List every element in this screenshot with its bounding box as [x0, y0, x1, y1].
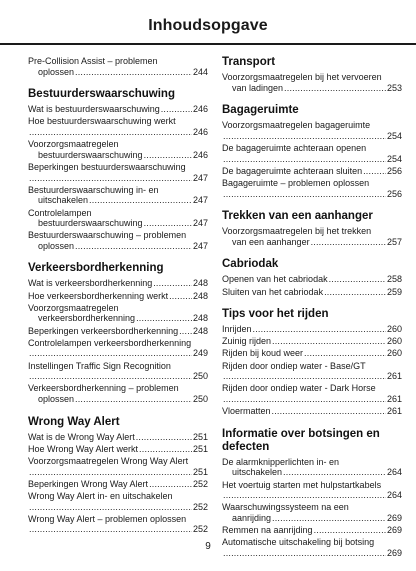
toc-entry-title: Controlelampen	[28, 207, 92, 218]
toc-page-number: 261	[386, 406, 402, 417]
toc-entry-text: Sluiten van het cabriodak	[222, 286, 324, 297]
toc-page-number: 261	[386, 371, 402, 382]
toc-page-number: 269	[386, 512, 402, 523]
toc-dot-leader	[161, 104, 192, 115]
toc-dot-leader	[29, 371, 192, 382]
toc-page-number: 256	[386, 188, 402, 199]
toc-entry-text: Vloermatten	[222, 406, 271, 417]
toc-entry-title: Pre-Collision Assist – problemen	[28, 56, 158, 66]
toc-entry-text: van ladingen	[232, 82, 284, 93]
toc-page-number: 252	[192, 478, 208, 489]
toc-page-number: 248	[192, 278, 208, 289]
toc-dot-leader	[311, 237, 386, 248]
toc-entry-text: Inrijden	[222, 324, 252, 335]
section-heading: Informatie over botsingen en defecten	[222, 427, 380, 453]
toc-page-number: 247	[192, 240, 208, 251]
toc-page-number: 264	[386, 490, 402, 501]
toc-dot-leader	[324, 287, 386, 298]
toc-entry[interactable]	[28, 185, 208, 206]
page-title: Inhoudsopgave	[148, 17, 268, 34]
toc-page-number: 252	[192, 501, 208, 512]
toc-right-column	[222, 56, 402, 560]
toc-entry[interactable]	[222, 72, 402, 93]
toc-entry[interactable]	[28, 491, 208, 512]
toc-entry[interactable]	[222, 348, 402, 359]
toc-entry[interactable]	[28, 291, 208, 302]
toc-page-number: 269	[386, 547, 402, 558]
toc-entry-text: uitschakelen	[232, 467, 283, 478]
toc-entry-text: Openen van het cabriodak	[222, 274, 328, 285]
toc-dot-leader	[149, 479, 192, 490]
toc-entry-text: oplossen	[38, 66, 75, 77]
toc-page-number: 250	[192, 371, 208, 382]
toc-entry-title: Beperkingen bestuurderswaarschuwing	[28, 161, 186, 172]
toc-page-number: 254	[386, 153, 402, 164]
toc-page-number: 246	[192, 104, 208, 115]
toc-entry-title: Bestuurderswaarschuwing in- en	[28, 184, 159, 195]
toc-page-number: 251	[192, 443, 208, 454]
toc-entry-title: Voorzorgsmaatregelen bij het vervoeren	[222, 72, 382, 82]
toc-entry-title: Wrong Way Alert – problemen oplossen	[28, 513, 187, 524]
toc-page-number: 247	[192, 195, 208, 206]
toc-page-number: 257	[386, 236, 402, 247]
toc-page-number: 244	[192, 66, 208, 77]
toc-entry[interactable]	[222, 480, 402, 501]
toc-entry-title: Het voertuig starten met hulpstartkabels	[222, 479, 382, 490]
toc-entry[interactable]	[28, 139, 208, 160]
header-bar	[0, 0, 416, 48]
toc-entry[interactable]	[28, 326, 208, 337]
toc-entry[interactable]	[28, 104, 208, 115]
toc-page-number: 269	[386, 525, 402, 536]
toc-entry-text: Beperkingen Wrong Way Alert	[28, 478, 149, 489]
toc-dot-leader	[284, 83, 386, 94]
toc-entry-title: Bestuurderswaarschuwing – problemen	[28, 230, 187, 241]
toc-entry-text: Wat is de Wrong Way Alert	[28, 431, 135, 442]
toc-dot-leader	[169, 291, 192, 302]
toc-entry-text: aanrijding	[232, 512, 272, 523]
toc-entry-text: Hoe Wrong Way Alert werkt	[28, 443, 139, 454]
toc-entry[interactable]	[222, 120, 402, 141]
toc-entry-title: Voorzorgsmaatregelen bagageruimte	[222, 120, 371, 131]
toc-entry-text: van een aanhanger	[232, 236, 310, 247]
toc-dot-leader	[75, 67, 192, 78]
toc-dot-leader	[75, 394, 192, 405]
toc-entry[interactable]	[28, 432, 208, 443]
toc-dot-leader	[223, 154, 386, 165]
toc-page-number: 261	[386, 394, 402, 405]
toc-entry-title: Voorzorgsmaatregelen	[28, 302, 119, 313]
toc-page-number: 248	[192, 313, 208, 324]
toc-dot-leader	[29, 173, 192, 184]
toc-dot-leader	[29, 348, 192, 359]
section-heading: Verkeersbordherkenning	[28, 262, 164, 275]
toc-page-number: 247	[192, 218, 208, 229]
toc-dot-leader	[314, 525, 386, 536]
toc-dot-leader	[29, 502, 192, 513]
toc-entry-title: Hoe bestuurderswaarschuwing werkt	[28, 116, 176, 127]
toc-entry[interactable]	[28, 56, 208, 77]
toc-dot-leader	[144, 218, 192, 229]
toc-entry[interactable]	[28, 278, 208, 289]
toc-entry-title: Voorzorgsmaatregelen bij het trekken	[222, 226, 372, 237]
toc-dot-leader	[253, 324, 386, 335]
toc-entry[interactable]	[222, 502, 402, 523]
toc-page-number: 251	[192, 466, 208, 477]
toc-entry-text: bestuurderswaarschuwing	[38, 149, 143, 160]
toc-page-number: 254	[386, 130, 402, 141]
toc-entry[interactable]	[222, 457, 402, 478]
toc-dot-leader	[29, 127, 192, 138]
toc-entry[interactable]	[222, 336, 402, 347]
section-heading: Bestuurderswaarschuwing	[28, 88, 175, 101]
toc-page-number: 250	[192, 393, 208, 404]
toc-entry-text: Wat is bestuurderswaarschuwing	[28, 104, 160, 115]
section-heading: Wrong Way Alert	[28, 415, 120, 428]
toc-entry-title: Instellingen Traffic Sign Recognition	[28, 360, 171, 371]
toc-dot-leader	[89, 195, 192, 206]
toc-entry[interactable]	[28, 479, 208, 490]
toc-entry[interactable]	[28, 230, 208, 251]
toc-page-number: 248	[192, 325, 208, 336]
toc-dot-leader	[272, 336, 386, 347]
toc-page-number: 246	[192, 126, 208, 137]
toc-page-number: 259	[386, 286, 402, 297]
page-number: 9	[205, 541, 211, 552]
toc-entry[interactable]	[28, 514, 208, 535]
toc-dot-leader	[363, 166, 386, 177]
toc-entry[interactable]	[28, 162, 208, 183]
toc-dot-leader	[136, 313, 192, 324]
header-divider	[0, 43, 416, 45]
toc-entry[interactable]	[222, 287, 402, 298]
toc-left-column	[28, 56, 208, 536]
toc-entry[interactable]	[222, 324, 402, 335]
toc-entry[interactable]	[28, 208, 208, 229]
toc-dot-leader	[272, 513, 386, 524]
toc-entry-text: Beperkingen verkeersbordherkenning	[28, 325, 179, 336]
toc-entry-text: Remmen na aanrijding	[222, 525, 313, 536]
toc-entry[interactable]	[28, 303, 208, 324]
toc-page-number: 260	[386, 348, 402, 359]
toc-entry-title: Voorzorgsmaatregelen	[28, 139, 119, 150]
section-heading: Transport	[222, 56, 276, 68]
toc-page-number: 247	[192, 172, 208, 183]
toc-page-number: 258	[386, 274, 402, 285]
toc-page-number: 251	[192, 431, 208, 442]
section-heading: Cabriodak	[222, 258, 279, 271]
toc-page-number: 246	[192, 149, 208, 160]
toc-entry[interactable]	[222, 274, 402, 285]
toc-dot-leader	[139, 444, 192, 455]
toc-dot-leader	[153, 278, 192, 289]
toc-dot-leader	[223, 490, 386, 501]
toc-entry[interactable]	[222, 166, 402, 177]
toc-entry-text: Wat is verkeersbordherkenning	[28, 278, 153, 289]
toc-page-number: 252	[192, 524, 208, 535]
toc-entry-title: De bagageruimte achteraan openen	[222, 142, 367, 153]
toc-entry-title: Automatische uitschakeling bij botsing	[222, 537, 375, 548]
toc-entry[interactable]	[222, 525, 402, 536]
toc-entry[interactable]	[28, 444, 208, 455]
toc-entry-text: Hoe verkeersbordherkenning werkt	[28, 290, 169, 301]
toc-page-number: 248	[192, 290, 208, 301]
toc-dot-leader	[272, 406, 386, 417]
toc-entry[interactable]	[28, 456, 208, 477]
section-heading: Bagageruimte	[222, 104, 299, 117]
toc-dot-leader	[223, 394, 386, 405]
toc-entry-text: oplossen	[38, 240, 75, 251]
toc-entry-title: Bagageruimte – problemen oplossen	[222, 177, 370, 188]
toc-dot-leader	[75, 241, 192, 252]
toc-entry[interactable]	[222, 143, 402, 164]
toc-entry-text: verkeersbordherkenning	[38, 313, 136, 324]
section-heading: Tips voor het rijden	[222, 308, 329, 321]
toc-entry-title: Voorzorgsmaatregelen Wrong Way Alert	[28, 455, 189, 466]
toc-page-number: 260	[386, 336, 402, 347]
toc-entry[interactable]	[222, 226, 402, 247]
toc-entry-title: Rijden door ondiep water - Dark Horse	[222, 383, 376, 394]
toc-dot-leader	[179, 326, 192, 337]
toc-entry-text: De bagageruimte achteraan sluiten	[222, 165, 363, 176]
toc-entry-title: Wrong Way Alert in- en uitschakelen	[28, 490, 173, 501]
toc-entry[interactable]	[222, 406, 402, 417]
toc-dot-leader	[283, 467, 386, 478]
toc-entry[interactable]	[222, 178, 402, 199]
toc-entry-text: uitschakelen	[38, 195, 89, 206]
toc-page-number: 249	[192, 348, 208, 359]
toc-page-number: 253	[386, 82, 402, 93]
toc-page-number: 256	[386, 165, 402, 176]
toc-entry-text: oplossen	[38, 393, 75, 404]
toc-dot-leader	[223, 131, 386, 142]
toc-entry-title: Verkeersbordherkenning – problemen	[28, 383, 179, 394]
section-heading: Trekken van een aanhanger	[222, 210, 373, 223]
toc-entry-text: Zuinig rijden	[222, 336, 272, 347]
toc-dot-leader	[29, 524, 192, 535]
toc-entry-text: Rijden bij koud weer	[222, 348, 304, 359]
toc-entry[interactable]	[222, 383, 402, 404]
toc-entry[interactable]	[28, 338, 208, 359]
toc-page-number: 260	[386, 324, 402, 335]
toc-dot-leader	[144, 150, 192, 161]
toc-dot-leader	[223, 189, 386, 200]
toc-dot-leader	[304, 348, 386, 359]
toc-dot-leader	[29, 467, 192, 478]
toc-entry-title: Controlelampen verkeersbordherkenning	[28, 337, 192, 348]
toc-entry[interactable]	[222, 361, 402, 382]
toc-entry[interactable]	[28, 116, 208, 137]
toc-entry-text: bestuurderswaarschuwing	[38, 218, 143, 229]
toc-entry[interactable]	[28, 383, 208, 404]
toc-entry-title: Waarschuwingssysteem na een	[222, 502, 349, 513]
toc-page-number: 264	[386, 467, 402, 478]
toc-dot-leader	[223, 371, 386, 382]
toc-entry-title: De alarmknipperlichten in- en	[222, 456, 340, 467]
toc-entry-title: Rijden door ondiep water - Base/GT	[222, 360, 366, 371]
toc-dot-leader	[329, 274, 386, 285]
toc-entry[interactable]	[28, 361, 208, 382]
toc-dot-leader	[136, 432, 192, 443]
